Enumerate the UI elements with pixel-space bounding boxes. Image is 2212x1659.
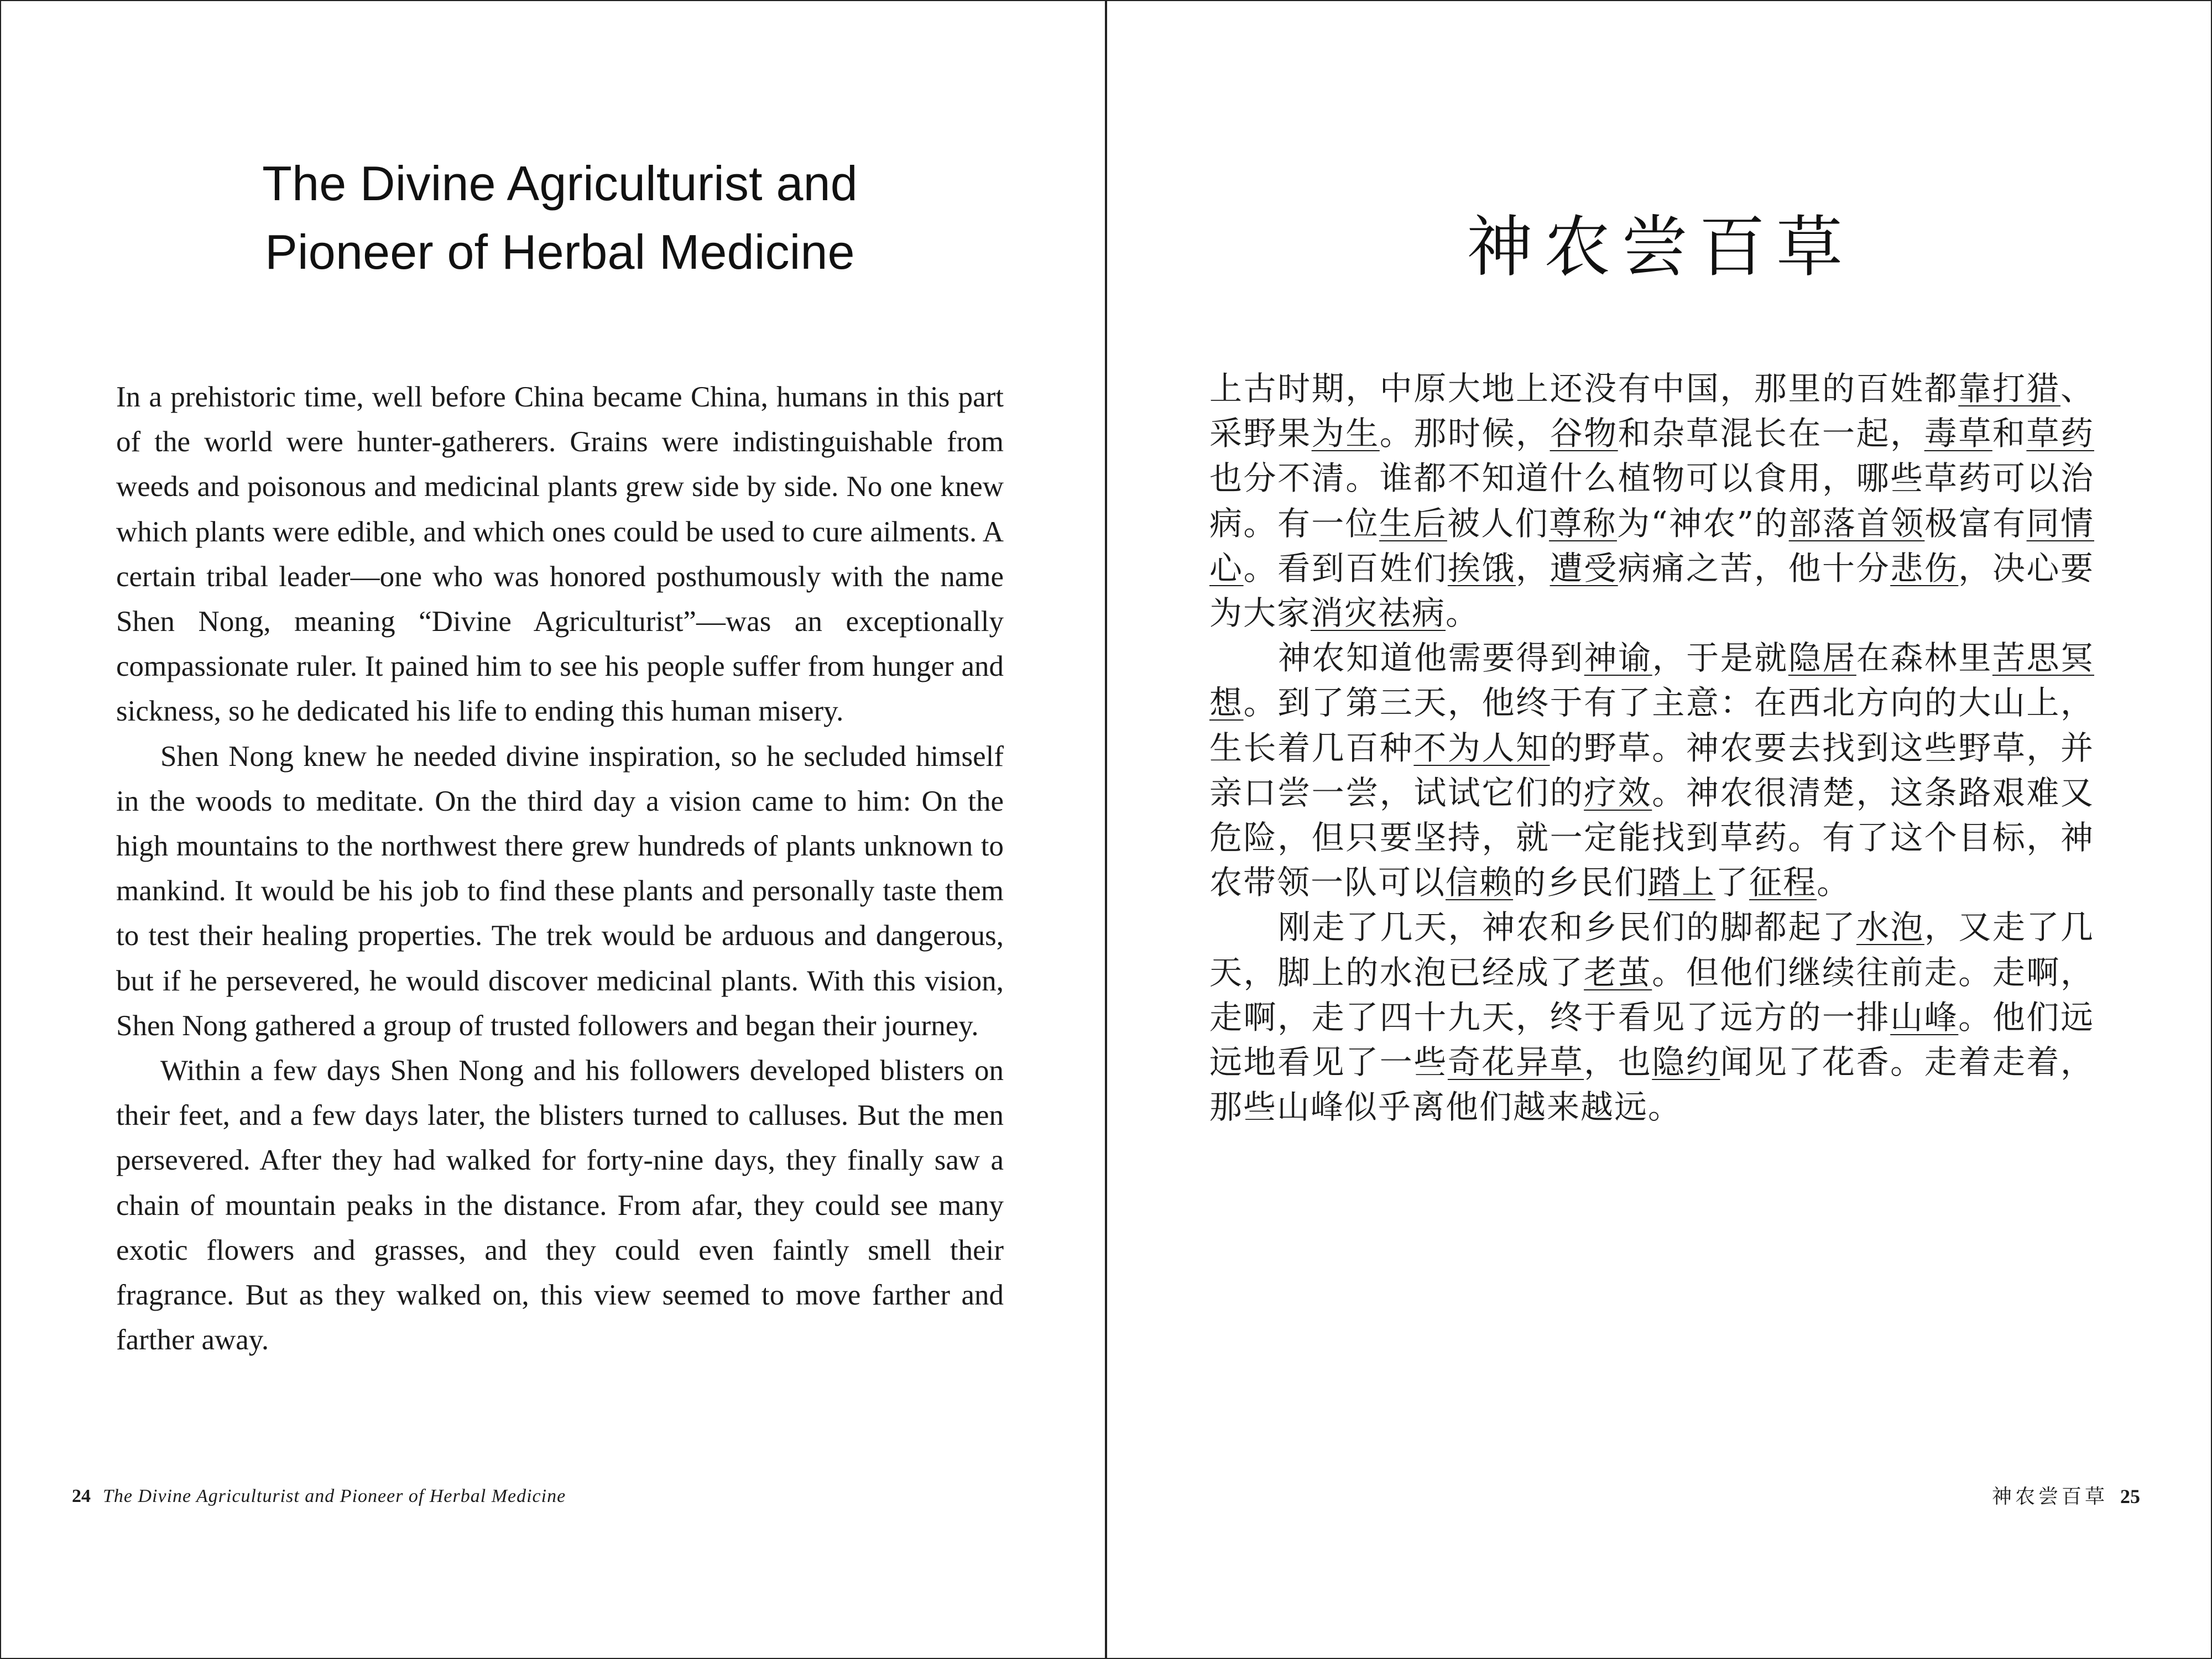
vocab-term: 挨饿	[1447, 549, 1516, 587]
text-run: 被人们	[1447, 504, 1550, 542]
text-run: 。到了第三天，他终于有了主意：在西北方向的大山上，生长着几百种	[1209, 684, 2094, 767]
vocab-term: 苦思冥想	[1209, 639, 2094, 722]
chinese-paragraph-2	[1209, 635, 2094, 905]
vocab-term: 谷物	[1550, 414, 1618, 453]
text-run: 和杂草混长在一起，	[1618, 414, 1924, 453]
vocab-term: 毒草	[1924, 414, 1992, 453]
vocab-term: 同情心	[1209, 504, 2094, 587]
text-run: 。但他们继续往前走。走啊，走啊，走了四十九天，终于看见了远方的一排	[1209, 953, 2094, 1036]
vocab-term: 疗效	[1584, 773, 1652, 812]
vocab-term: 不为人知	[1413, 728, 1550, 767]
text-run: 了	[1715, 863, 1750, 902]
text-run: 。看到百姓们	[1243, 549, 1448, 587]
left-page-footer	[72, 1480, 566, 1513]
chinese-paragraph-1	[1209, 366, 2094, 635]
left-page-number: 24	[72, 1486, 91, 1506]
chinese-paragraph-3	[1209, 905, 2094, 1129]
english-title	[116, 149, 1004, 286]
text-run: 。神农很清楚，这条路艰难又危险，但只要坚持，就一定能找到草药。有了这个目标，神农带领一队可以	[1209, 773, 2094, 902]
right-page-number: 25	[2120, 1485, 2140, 1507]
vocab-term: 隐居	[1788, 639, 1856, 677]
text-run: ，于是就	[1652, 639, 1788, 677]
text-run: 病痛之苦，他十分	[1618, 549, 1891, 587]
vocab-term: 尊称	[1549, 504, 1617, 542]
english-body	[116, 375, 1004, 1363]
english-paragraph-1: In a prehistoric time, well before China became China, humans in this part of the world were hunter-gatherers. Grains were indistinguishable from weeds and poisonous and medicinal plants grew side by side. No one knew which plants were edible, and which ones could be used to cure ailments. A certain tribal leader—one who was honored posthumously with the name Shen Nong, meaning “Divine Agriculturist”—was an exceptionally compassionate ruler. It pained him to see his people suffer from hunger and sickness, so he dedicated his life to ending this human misery.	[116, 381, 1004, 728]
text-run: 在森林里	[1856, 639, 1992, 677]
vocab-term: 生后	[1379, 504, 1447, 542]
text-run: 为“神农”的	[1616, 504, 1789, 542]
text-run: ，决心要为大家	[1209, 549, 2094, 633]
text-run: ，又走了几天，脚上的水泡已经成了	[1209, 908, 2094, 992]
vocab-term: 部落首领	[1788, 504, 1925, 542]
text-run: 。那时候，	[1379, 414, 1550, 453]
vocab-term: 信赖	[1446, 863, 1514, 902]
english-paragraph-3: Within a few days Shen Nong and his followers developed blisters on their feet, and a few days later, the blisters turned to calluses. But the men persevered. After they had walked for forty-nine days, they finally saw a chain of mountain peaks in the distance. From afar, they could see many exotic flowers and grasses, and they could even faintly smell their fragrance. But as they walked on, this view seemed to move farther and farther away.	[116, 1055, 1004, 1357]
vocab-term: 草药	[2026, 414, 2094, 453]
text-run: ，也	[1584, 1043, 1652, 1082]
text-run: 和	[1992, 414, 2027, 453]
vocab-term: 遭受	[1550, 549, 1618, 587]
vocab-term: 隐约	[1652, 1043, 1720, 1082]
english-title-line-2: Pioneer of Herbal Medicine	[265, 225, 855, 279]
text-run: 闻见了花香。走着走着，那些山峰似乎离他们越来越远。	[1209, 1043, 2094, 1126]
text-run: 的野草。神农要去找到这些野草，并亲口尝一尝，试试它们的	[1209, 728, 2094, 812]
vocab-term: 老茧	[1584, 953, 1652, 992]
text-run: 极富有	[1924, 504, 2027, 542]
chinese-body	[1209, 366, 2094, 1129]
english-title-line-1: The Divine Agriculturist and	[262, 156, 858, 211]
text-run: 神农知道他需要得到	[1278, 639, 1584, 677]
text-run: 也分不清。谁都不知道什么植物可以食用，哪些草药可以治病。有一位	[1209, 459, 2094, 542]
vocab-term: 水泡	[1856, 908, 1924, 947]
vocab-term: 悲伤	[1890, 549, 1959, 587]
vocab-term: 踏上	[1648, 863, 1716, 902]
text-run: ，	[1516, 549, 1550, 587]
right-page	[1107, 0, 2212, 1659]
vocab-term: 征程	[1749, 863, 1817, 902]
english-paragraph-2: Shen Nong knew he needed divine inspiration, so he secluded himself in the woods to meditate. On the third day a vision came to him: On the high mountains to the northwest there grew hundreds of plants unknown to mankind. It would be his job to find these plants and personally taste them to test their healing properties. The trek would be arduous and dangerous, but if he persevered, he would discover medicinal plants. With this vision, Shen Nong gathered a group of trusted followers and began their journey.	[116, 740, 1004, 1042]
text-run: 、采野果	[1209, 369, 2094, 453]
right-running-title: 神农尝百草	[1991, 1485, 2108, 1508]
vocab-term: 山峰	[1890, 998, 1959, 1036]
chinese-title: 神农尝百草	[1467, 209, 1854, 286]
text-run: 刚走了几天，神农和乡民们的脚都起了	[1278, 908, 1856, 947]
vocab-term: 神谕	[1584, 639, 1652, 677]
text-run: 。他们远远地看见了一些	[1209, 998, 2094, 1082]
vocab-term: 消灾祛病	[1311, 594, 1446, 633]
text-run: 上古时期，中原大地上还没有中国，那里的百姓都	[1209, 369, 1959, 408]
left-running-title: The Divine Agriculturist and Pioneer of Herbal Medicine	[103, 1486, 566, 1506]
text-run: 。	[1446, 594, 1480, 633]
vocab-term: 奇花异草	[1447, 1043, 1584, 1082]
right-page-footer	[1992, 1480, 2140, 1513]
vocab-term: 靠打猎	[1958, 369, 2060, 408]
text-run: 。	[1817, 863, 1851, 902]
vocab-term: 为生	[1311, 414, 1380, 453]
text-run: 的乡民们	[1513, 863, 1648, 902]
